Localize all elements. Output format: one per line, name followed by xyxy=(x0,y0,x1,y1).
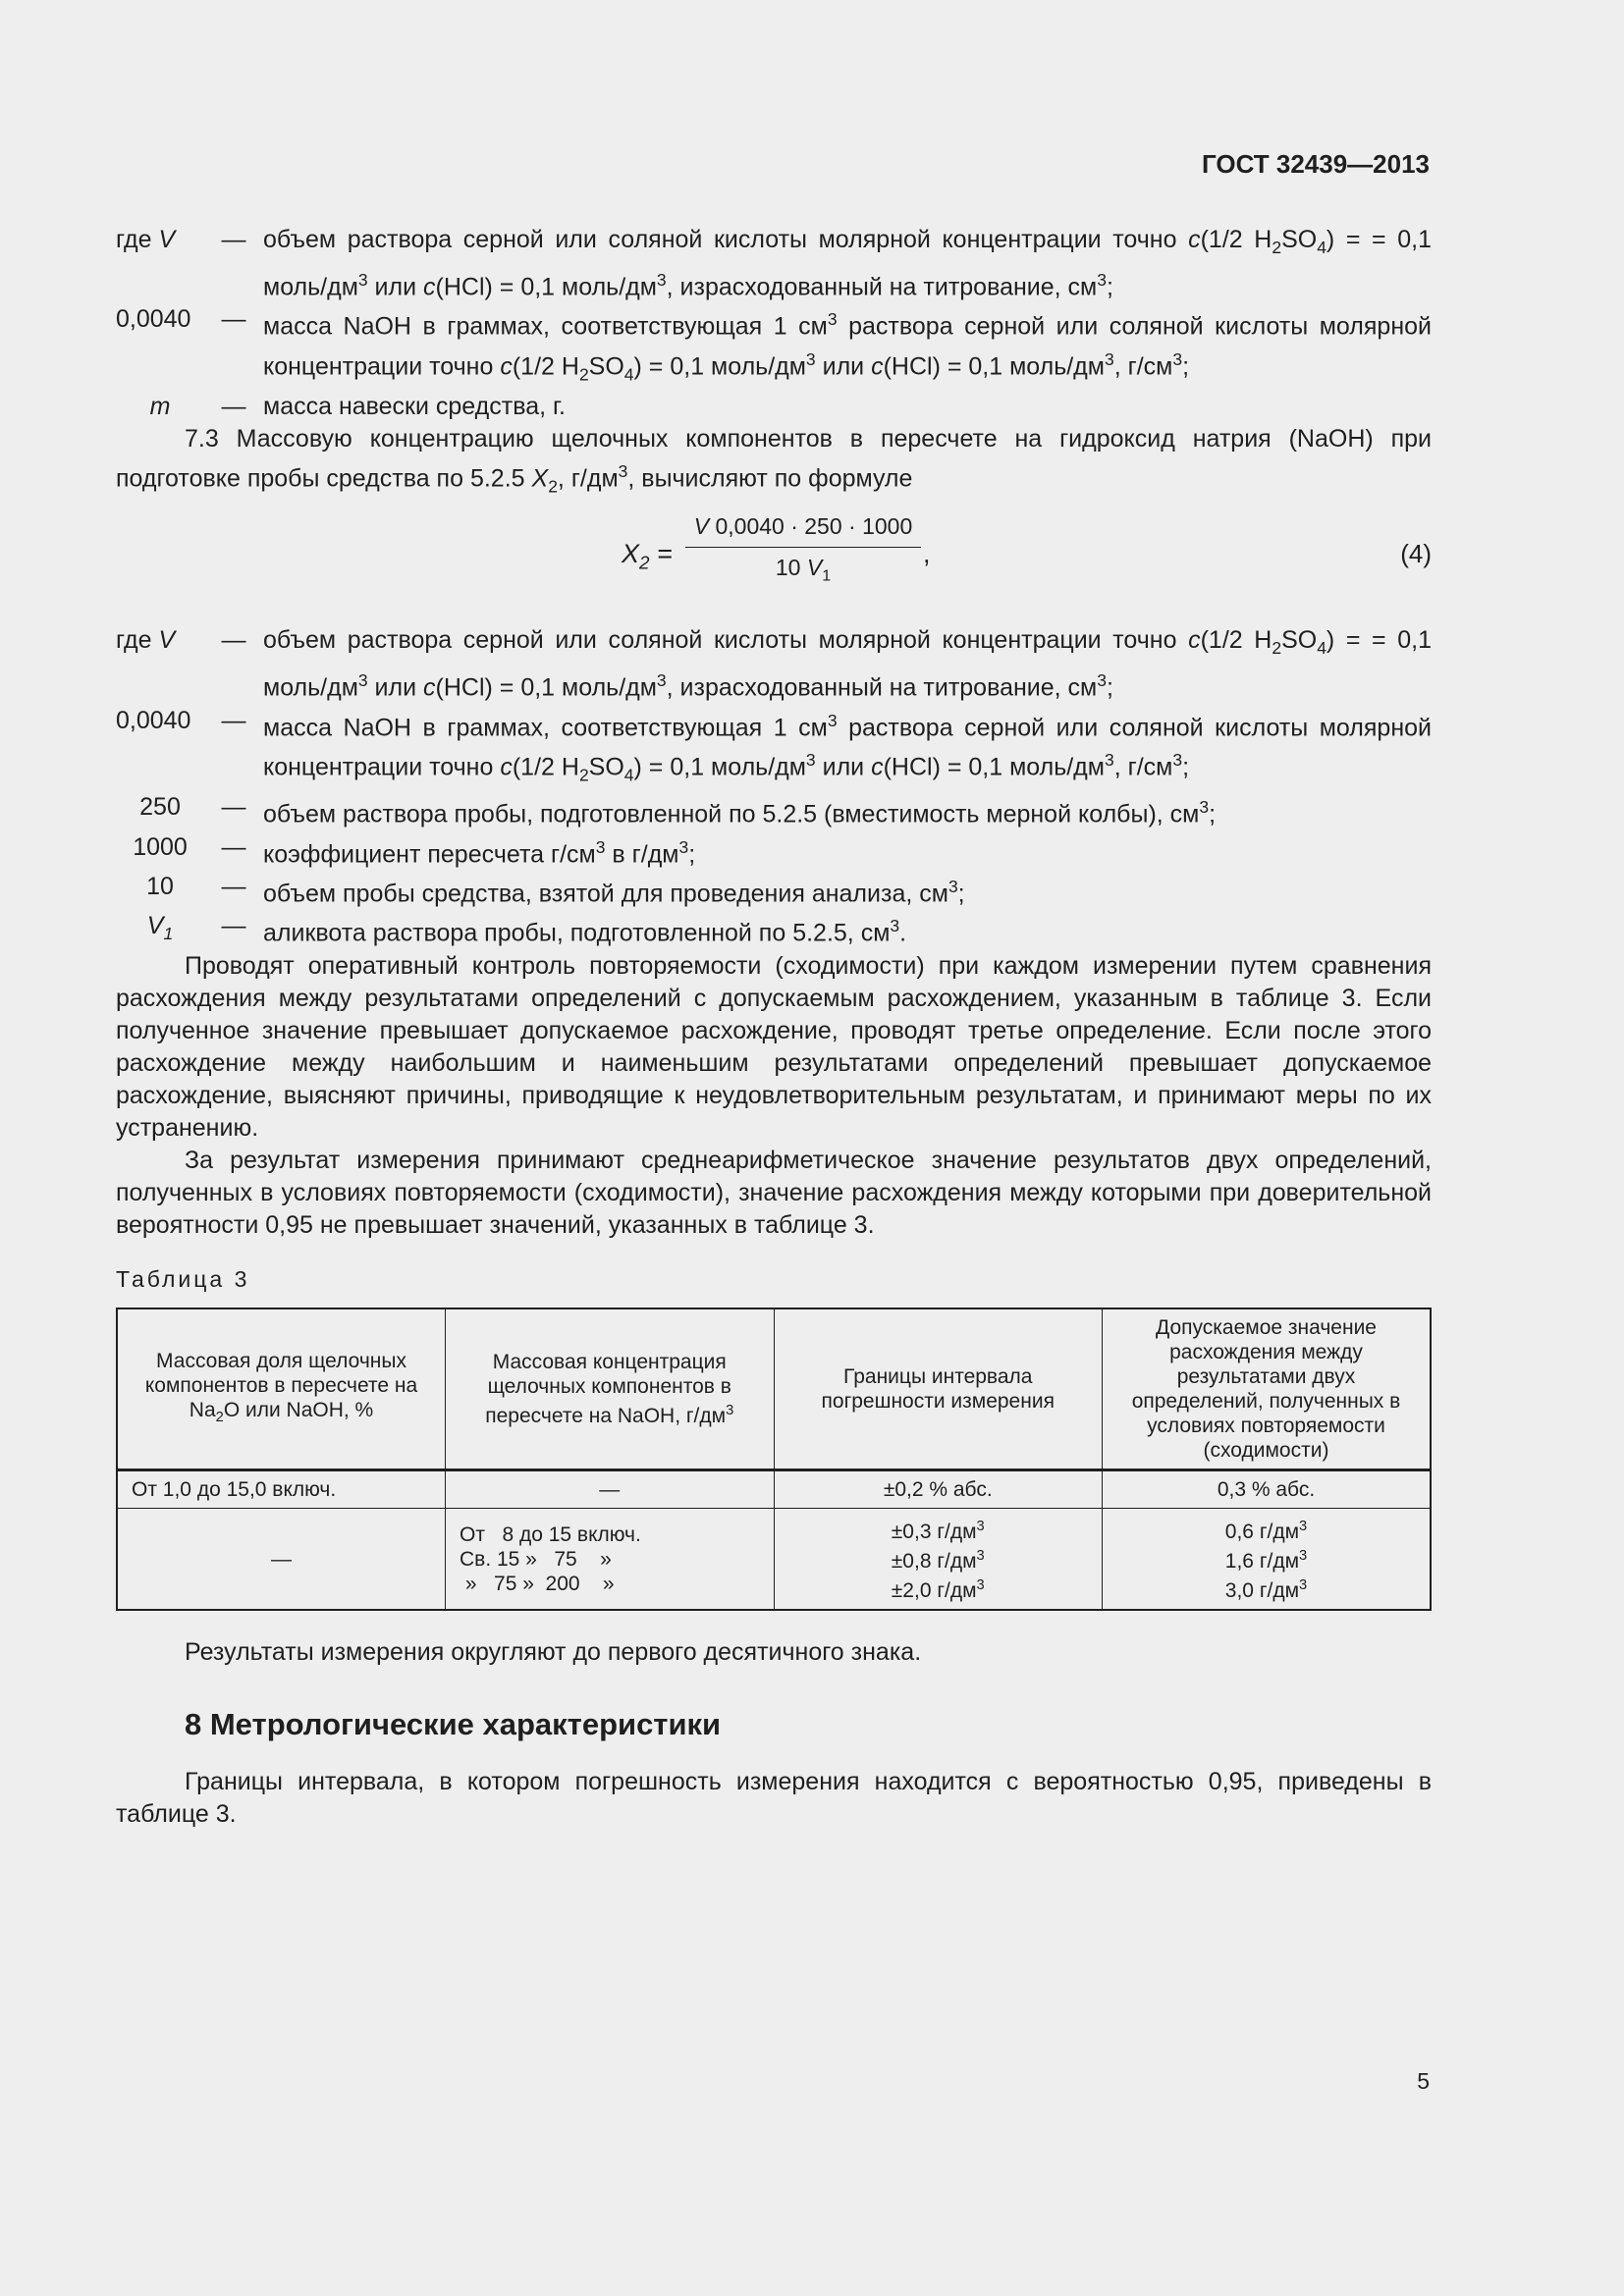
range-line: » 75 » 200 » xyxy=(460,1572,615,1595)
definition-dash: — xyxy=(221,872,246,900)
definition-dash: — xyxy=(221,392,246,420)
definition-row xyxy=(116,871,1432,910)
equation-number: (4) xyxy=(1400,539,1432,569)
definition-row xyxy=(116,224,1432,303)
formula-lhs: $X_2$ = xyxy=(622,539,673,574)
table-header-cell: Допускаемое значение расхождения между результатами двух определений, полученных в условиях повторяемости (сходимости) xyxy=(1103,1308,1432,1470)
definition-text: объем раствора серной или соляной кислоты молярной концентрации точно c(1/2 $H_2SO_4$) = = 0,1 моль/$дм^3$ или c(HCl) = 0,1 моль/$дм^3$, израсходованный на титрование, $см^3$; xyxy=(263,626,1432,702)
definition-dash: — xyxy=(221,793,246,822)
table-row xyxy=(117,1470,1431,1509)
definition-text: масса NaOH в граммах, соответствующая 1 $см^3$ раствора серной или соляной кислоты молярной концентрации точно c(1/2 $H_2SO_4) = 0,1$ моль/$дм^3$ или c(HCl) = 0,1 моль/$дм^3$, $г/см^3$; xyxy=(263,710,1432,785)
tolerance-line: 1,6 $г/дм^3$ xyxy=(1224,1548,1308,1574)
paragraph-control: Проводят оперативный контроль повторяемости (сходимости) при каждом измерении путем сравнения расхождения между результатами определений с допускаемым расхождением, указанным в таблице 3. Если полученное значение превышает допускаемое расхождение, проводят третье определение. Если после этого расхождение между наибольшим и наименьшим результатами определений превышает допускаемое расхождение, выясняют причины, приводящие к неудовлетворительным результатам, и принимают меры по их устранению. xyxy=(116,952,1432,1143)
paragraph-rounding: Результаты измерения округляют до первого десятичного знака. xyxy=(185,1638,922,1667)
definition-row xyxy=(116,791,1432,830)
definition-text: объем раствора пробы, подготовленной по 5.2.5 (вместимость мерной колбы), $см^3$; xyxy=(263,797,1217,828)
definition-dash: — xyxy=(221,912,246,940)
definition-symbol: 10 xyxy=(146,872,174,900)
definition-text: масса NaOH в граммах, соответствующая 1 $см^3$ раствора серной или соляной кислоты молярной концентрации точно c(1/2 $H_2SO_4) = 0,1$ моль/$дм^3$ или c(HCl) = 0,1 моль/$дм^3$, $г/см^3$; xyxy=(263,309,1432,384)
section-8-heading: 8 Метрологические характеристики xyxy=(185,1707,722,1742)
page-number: 5 xyxy=(1417,2068,1430,2094)
tolerance-line: 0,6 $г/дм^3$ xyxy=(1224,1519,1308,1544)
formula-4 xyxy=(116,510,1432,616)
definition-symbol: 0,0040 xyxy=(116,706,191,734)
definition-text: масса навески средства, г. xyxy=(263,392,567,420)
formula-comma: , xyxy=(923,539,931,569)
paragraph-result: За результат измерения принимают среднеарифметическое значение результатов двух определений, полученных в условиях повторяемости (сходимости), значение расхождения между которыми при доверительной вероятности 0,95 не превышает значений, указанных в таблице 3. xyxy=(116,1147,1432,1240)
definition-text: аликвота раствора пробы, подготовленной по 5.2.5, $см^3$. xyxy=(263,916,907,947)
definitions-list-2 xyxy=(116,624,1432,950)
formula-fraction xyxy=(685,510,921,593)
definition-row xyxy=(116,831,1432,871)
definition-row xyxy=(116,391,1432,423)
table-cell xyxy=(1103,1509,1432,1611)
section-8-text: Границы интервала, в котором погрешность измерения находится с вероятностью 0,95, приведены в таблице 3. xyxy=(116,1768,1432,1829)
definition-row xyxy=(116,910,1432,950)
definition-symbol: 0,0040 xyxy=(116,305,191,334)
definition-dash: — xyxy=(221,832,246,861)
table-header-cell: Границы интервала погрешности измерения xyxy=(774,1308,1103,1470)
definition-symbol: $V_1$ xyxy=(146,912,174,944)
table-cell xyxy=(774,1509,1103,1611)
definition-row xyxy=(116,303,1432,391)
page-content xyxy=(116,224,1432,1831)
definition-dash: — xyxy=(221,626,246,655)
formula-numerator: V 0,0040 · 250 · 1000 xyxy=(685,510,921,548)
table-cell: ±0,2 % абс. xyxy=(774,1470,1103,1509)
table-header-cell: Массовая доля щелочных компонентов в пересчете на $Na_2O$ или NaOH, % xyxy=(117,1308,446,1470)
definition-symbol: где V xyxy=(116,626,176,655)
table-cell xyxy=(446,1509,775,1611)
definitions-list-1 xyxy=(116,224,1432,423)
error-line: ±0,3 $г/дм^3$ xyxy=(891,1519,985,1544)
definition-text: коэффициент пересчета $г/см^3$ в $г/дм^3$; xyxy=(263,836,696,868)
definition-symbol: m xyxy=(149,392,171,420)
table-cell: — xyxy=(117,1509,446,1611)
definition-dash: — xyxy=(221,305,246,334)
table-cell: — xyxy=(446,1470,775,1509)
doc-code-header: ГОСТ 32439—2013 xyxy=(1202,149,1430,179)
definition-dash: — xyxy=(221,706,246,734)
formula-denominator: 10 $V_1$ xyxy=(775,555,832,585)
table-header-cell: Массовая концентрация щелочных компонентов в пересчете на NaOH, $г/дм^3$ xyxy=(446,1308,775,1470)
definition-symbol: 1000 xyxy=(133,832,188,861)
range-line: Св. 15 » 75 » xyxy=(460,1547,612,1571)
table-row xyxy=(117,1509,1431,1611)
table-cell: От 1,0 до 15,0 включ. xyxy=(117,1470,446,1509)
definition-symbol: где V xyxy=(116,226,176,253)
definition-row xyxy=(116,624,1432,704)
tolerance-line: 3,0 $г/дм^3$ xyxy=(1224,1577,1308,1603)
definition-row xyxy=(116,705,1432,792)
definition-symbol: 250 xyxy=(139,793,181,822)
table-header-row xyxy=(117,1308,1431,1470)
paragraph-7-3: 7.3 Массовую концентрацию щелочных компонентов в пересчете на гидроксид натрия (NaOH) при подготовке пробы средства по 5.2.5 $X_2$, $г/дм^3$, вычисляют по формуле xyxy=(116,424,1432,497)
error-line: ±0,8 $г/дм^3$ xyxy=(891,1548,985,1574)
table-title: Таблица 3 xyxy=(116,1266,250,1293)
definition-dash: — xyxy=(221,226,246,253)
table-3 xyxy=(116,1308,1432,1611)
error-line: ±2,0 $г/дм^3$ xyxy=(891,1577,985,1603)
definition-text: объем раствора серной или соляной кислоты молярной концентрации точно c(1/2 $H_2SO_4$) = = 0,1 моль/$дм^3$ или c(HCl) = 0,1 моль/$дм^3$, израсходованный на титрование, $см^3$; xyxy=(263,226,1432,301)
definition-text: объем пробы средства, взятой для проведения анализа, $см^3$; xyxy=(263,876,965,908)
table-cell: 0,3 % абс. xyxy=(1103,1470,1432,1509)
range-line: От 8 до 15 включ. xyxy=(460,1522,641,1546)
